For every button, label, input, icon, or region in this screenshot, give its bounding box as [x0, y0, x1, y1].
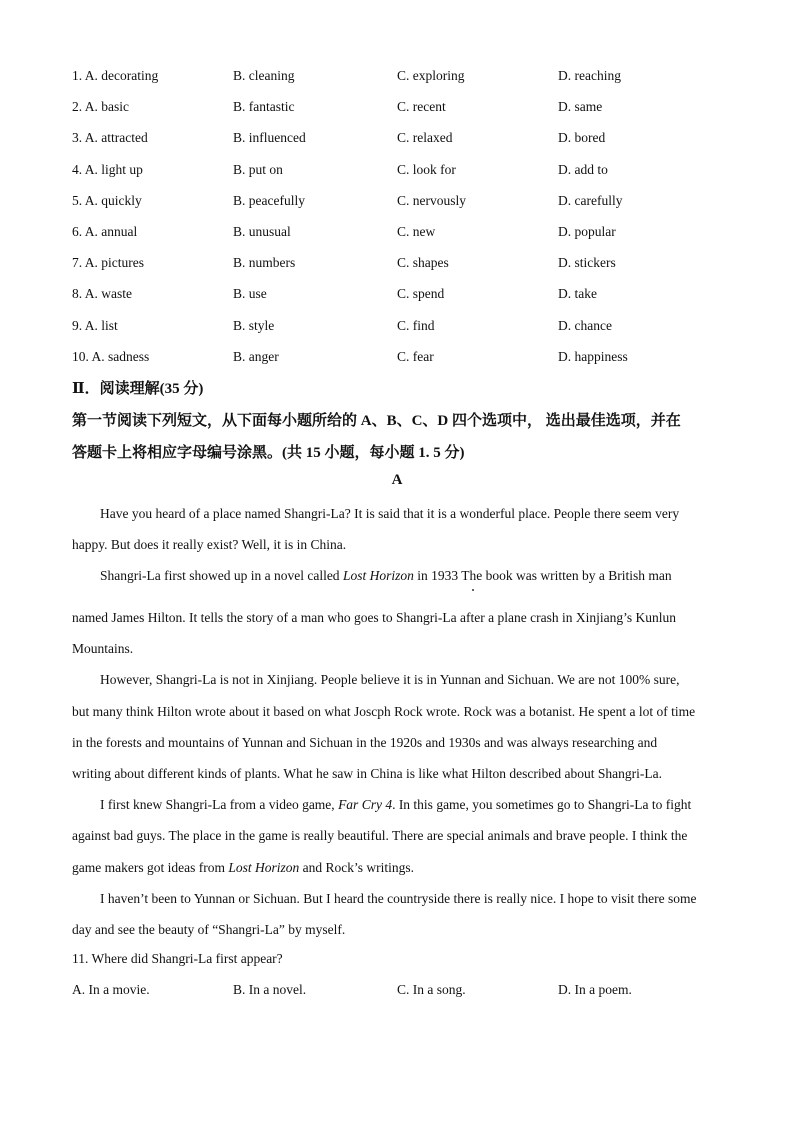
option-row-6 — [72, 222, 732, 253]
option-b: B. put on — [233, 161, 283, 177]
option-row-1 — [72, 66, 732, 97]
option-c: C. new — [397, 223, 436, 239]
option-c: C. nervously — [397, 192, 466, 208]
option-d: D. popular — [558, 223, 616, 239]
option-b: B. fantastic — [233, 99, 295, 115]
option-row-5 — [72, 191, 732, 222]
option-a: 5. A. quickly — [72, 192, 142, 208]
option-a: 2. A. basic — [72, 99, 129, 115]
passage-line: in the forests and mountains of Yunnan and Sichuan in the 1920s and 1930s and was always researching and — [72, 735, 658, 750]
option-a: 4. A. light up — [72, 161, 143, 177]
passage-line: I first knew Shangri-La from a video game, Far Cry 4. In this game, you sometimes go to Shangri-La to fight — [100, 797, 692, 812]
option-b: B. style — [233, 317, 275, 333]
passage-line: named James Hilton. It tells the story of a man who goes to Shangri-La after a plane crash in Xinjiang’s Kunlun — [72, 610, 676, 625]
option-c: C. exploring — [397, 68, 465, 83]
option-d: D. chance — [558, 317, 612, 333]
option-a: 7. A. pictures — [72, 255, 144, 271]
passage-line: Mountains. — [72, 641, 134, 656]
option-row-4 — [72, 160, 732, 191]
option-d: D. add to — [558, 161, 608, 177]
option-a: 9. A. list — [72, 317, 118, 333]
option-row-2 — [72, 97, 732, 128]
passage-line: Shangri-La first showed up in a novel called Lost Horizon in 1933 The book was written by a British man — [100, 568, 672, 583]
option-a: 1. A. decorating — [72, 68, 159, 83]
option-b: B. anger — [233, 348, 279, 364]
game-title: Far Cry 4 — [338, 797, 393, 812]
passage-line: I haven’t been to Yunnan or Sichuan. But I heard the countryside there is really nice. I hope to visit there some — [100, 891, 697, 906]
option-b: B. use — [233, 286, 267, 302]
answer-d: D. In a poem. — [558, 982, 632, 997]
answer-a: A. In a movie. — [72, 982, 150, 997]
section-instruction: 第一节阅读下列短文，从下面每小题所给的 A、B、C、D 四个选项中， 选出最佳选项，并在 — [72, 413, 681, 429]
book-title: Lost Horizon — [342, 568, 414, 583]
option-c: C. shapes — [397, 255, 449, 271]
cloze-options — [72, 66, 732, 378]
option-d: D. reaching — [558, 68, 621, 83]
passage-line: However, Shangri-La is not in Xinjiang. People believe it is in Yunnan and Sichuan. We are not 100% sure, — [100, 672, 680, 687]
passage-line: against bad guys. The place in the game is really beautiful. There are special animals and brave people. I think the — [72, 828, 688, 843]
option-d: D. stickers — [558, 255, 616, 271]
option-c: C. recent — [397, 99, 446, 115]
option-d: D. take — [558, 286, 597, 302]
option-row-9 — [72, 316, 732, 347]
option-b: B. cleaning — [233, 68, 295, 83]
option-c: C. spend — [397, 286, 445, 302]
option-d: D. bored — [558, 130, 606, 146]
option-c: C. find — [397, 317, 435, 333]
option-row-10 — [72, 347, 732, 378]
option-row-7 — [72, 253, 732, 284]
answer-c: C. In a song. — [397, 982, 466, 997]
passage-line: but many think Hilton wrote about it based on what Joscph Rock wrote. Rock was a botanist. He spent a lot of time — [72, 704, 696, 719]
passage-line: happy. But does it really exist? Well, it is in China. — [72, 537, 347, 552]
option-b: B. unusual — [233, 223, 291, 239]
passage-line: game makers got ideas from Lost Horizon and Rock’s writings. — [72, 860, 414, 875]
section-title: Ⅱ．阅读理解(35 分) — [72, 381, 204, 397]
option-row-8 — [72, 284, 732, 315]
option-a: 6. A. annual — [72, 223, 138, 239]
passage-heading: A — [391, 472, 403, 488]
option-b: B. influenced — [233, 130, 306, 146]
option-a: 3. A. attracted — [72, 130, 148, 146]
book-title: Lost Horizon — [228, 860, 300, 875]
section-instruction: 答题卡上将相应字母编号涂黑。(共 15 小题，每小题 1. 5 分) — [72, 445, 465, 461]
option-c: C. fear — [397, 348, 434, 364]
option-b: B. peacefully — [233, 192, 305, 208]
option-c: C. relaxed — [397, 130, 453, 146]
question-11-answers — [72, 982, 732, 1002]
stray-mark — [472, 589, 474, 591]
answer-b: B. In a novel. — [233, 982, 307, 997]
option-d: D. happiness — [558, 348, 628, 364]
option-d: D. same — [558, 99, 603, 115]
option-c: C. look for — [397, 161, 456, 177]
passage-line: Have you heard of a place named Shangri-La? It is said that it is a wonderful place. People there seem very — [100, 506, 680, 521]
option-b: B. numbers — [233, 255, 296, 271]
option-a: 8. A. waste — [72, 286, 132, 302]
option-d: D. carefully — [558, 192, 623, 208]
option-a: 10. A. sadness — [72, 348, 150, 364]
question-11: 11. Where did Shangri-La first appear? — [72, 951, 283, 966]
passage-line: writing about different kinds of plants. What he saw in China is like what Hilton described about Shangri-La. — [72, 766, 663, 781]
option-row-3 — [72, 128, 732, 159]
passage-line: day and see the beauty of “Shangri-La” by myself. — [72, 922, 346, 937]
